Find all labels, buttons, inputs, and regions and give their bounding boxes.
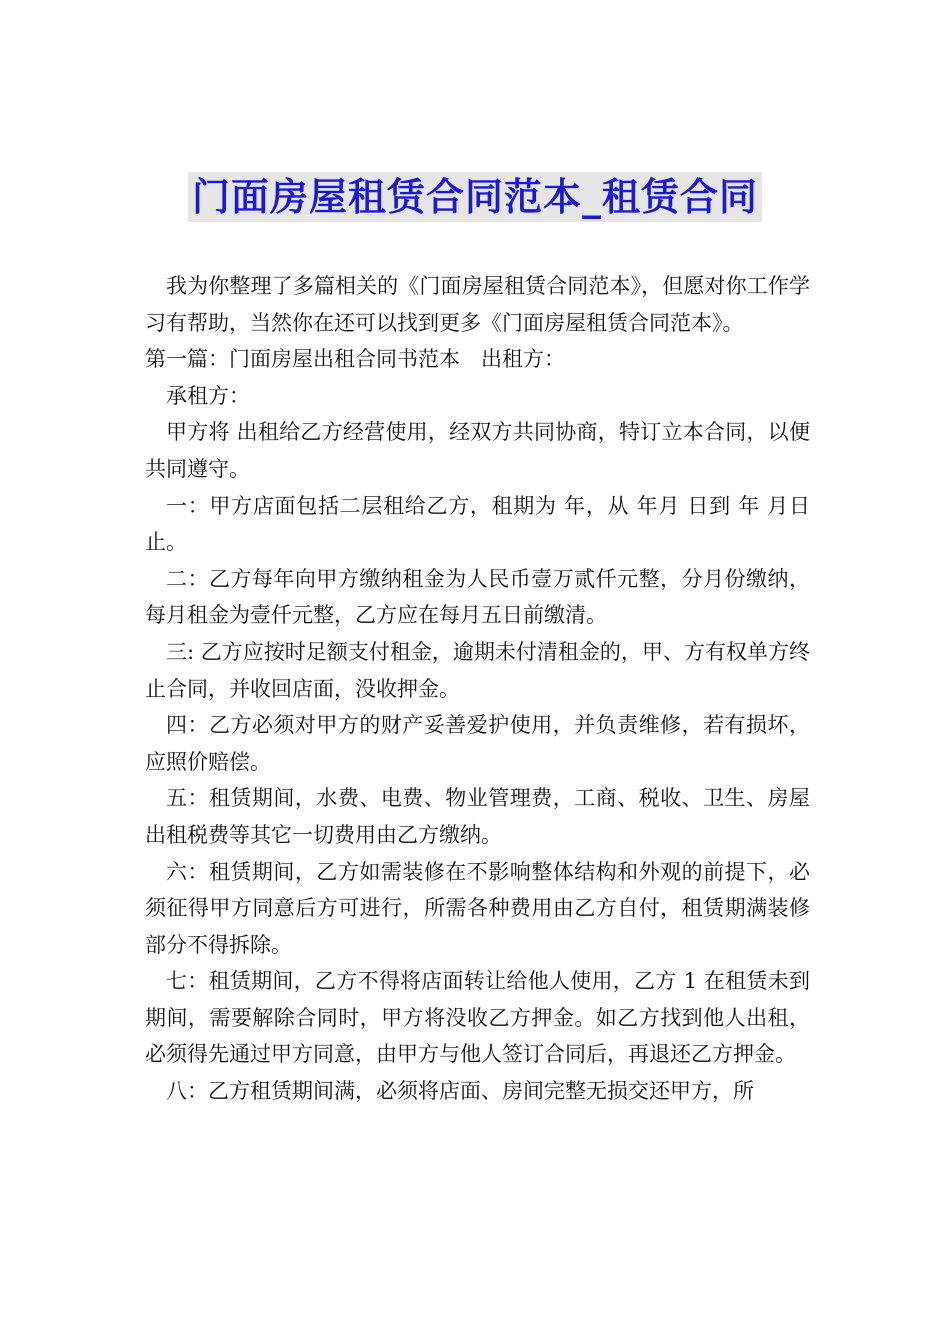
document-body xyxy=(145,268,810,1110)
section-heading: 第一篇：门面房屋出租合同书范本 出租方： xyxy=(145,347,565,372)
clause-7: 七：租赁期间，乙方不得将店面转让给他人使用，乙方 1 在租赁未到期间，需要解除合同时，甲方将没收乙方押金。如乙方找到他人出租，必须得先通过甲方同意，由甲方与他人签订合同后，再退还乙方押金。 xyxy=(145,969,810,1067)
tenant-line: 承租方： xyxy=(166,383,250,408)
intro-paragraph: 我为你整理了多篇相关的《门面房屋租赁合同范本》，但愿对你工作学习有帮助，当然你在还可以找到更多《门面房屋租赁合同范本》。 xyxy=(145,274,810,335)
clause-2: 二：乙方每年向甲方缴纳租金为人民币壹万贰仟元整，分月份缴纳，每月租金为壹仟元整，乙方应在每月五日前缴清。 xyxy=(145,566,810,628)
clause-3: 三: 乙方应按时足额支付租金，逾期未付清租金的，甲、方有权单方终止合同，并收回店面，没收押金。 xyxy=(145,639,810,701)
clause-4: 四：乙方必须对甲方的财产妥善爱护使用，并负责维修，若有损坏，应照价赔偿。 xyxy=(145,713,810,774)
preamble-paragraph: 甲方将 出租给乙方经营使用，经双方共同协商，特订立本合同，以便共同遵守。 xyxy=(145,420,810,481)
clause-1: 一：甲方店面包括二层租给乙方，租期为 年，从 年月 日到 年 月日止。 xyxy=(145,493,810,555)
clause-8: 八：乙方租赁期间满，必须将店面、房间完整无损交还甲方，所 xyxy=(166,1079,754,1104)
clause-6: 六：租赁期间，乙方如需装修在不影响整体结构和外观的前提下，必须征得甲方同意后方可进行，所需各种费用由乙方自付，租赁期满装修部分不得拆除。 xyxy=(145,859,810,957)
document-title: 门面房屋租赁合同范本_租赁合同 xyxy=(188,172,762,222)
title-container xyxy=(0,172,950,222)
clause-5: 五：租赁期间，水费、电费、物业管理费，工商、税收、卫生、房屋出租税费等其它一切费用由乙方缴纳。 xyxy=(145,786,810,847)
